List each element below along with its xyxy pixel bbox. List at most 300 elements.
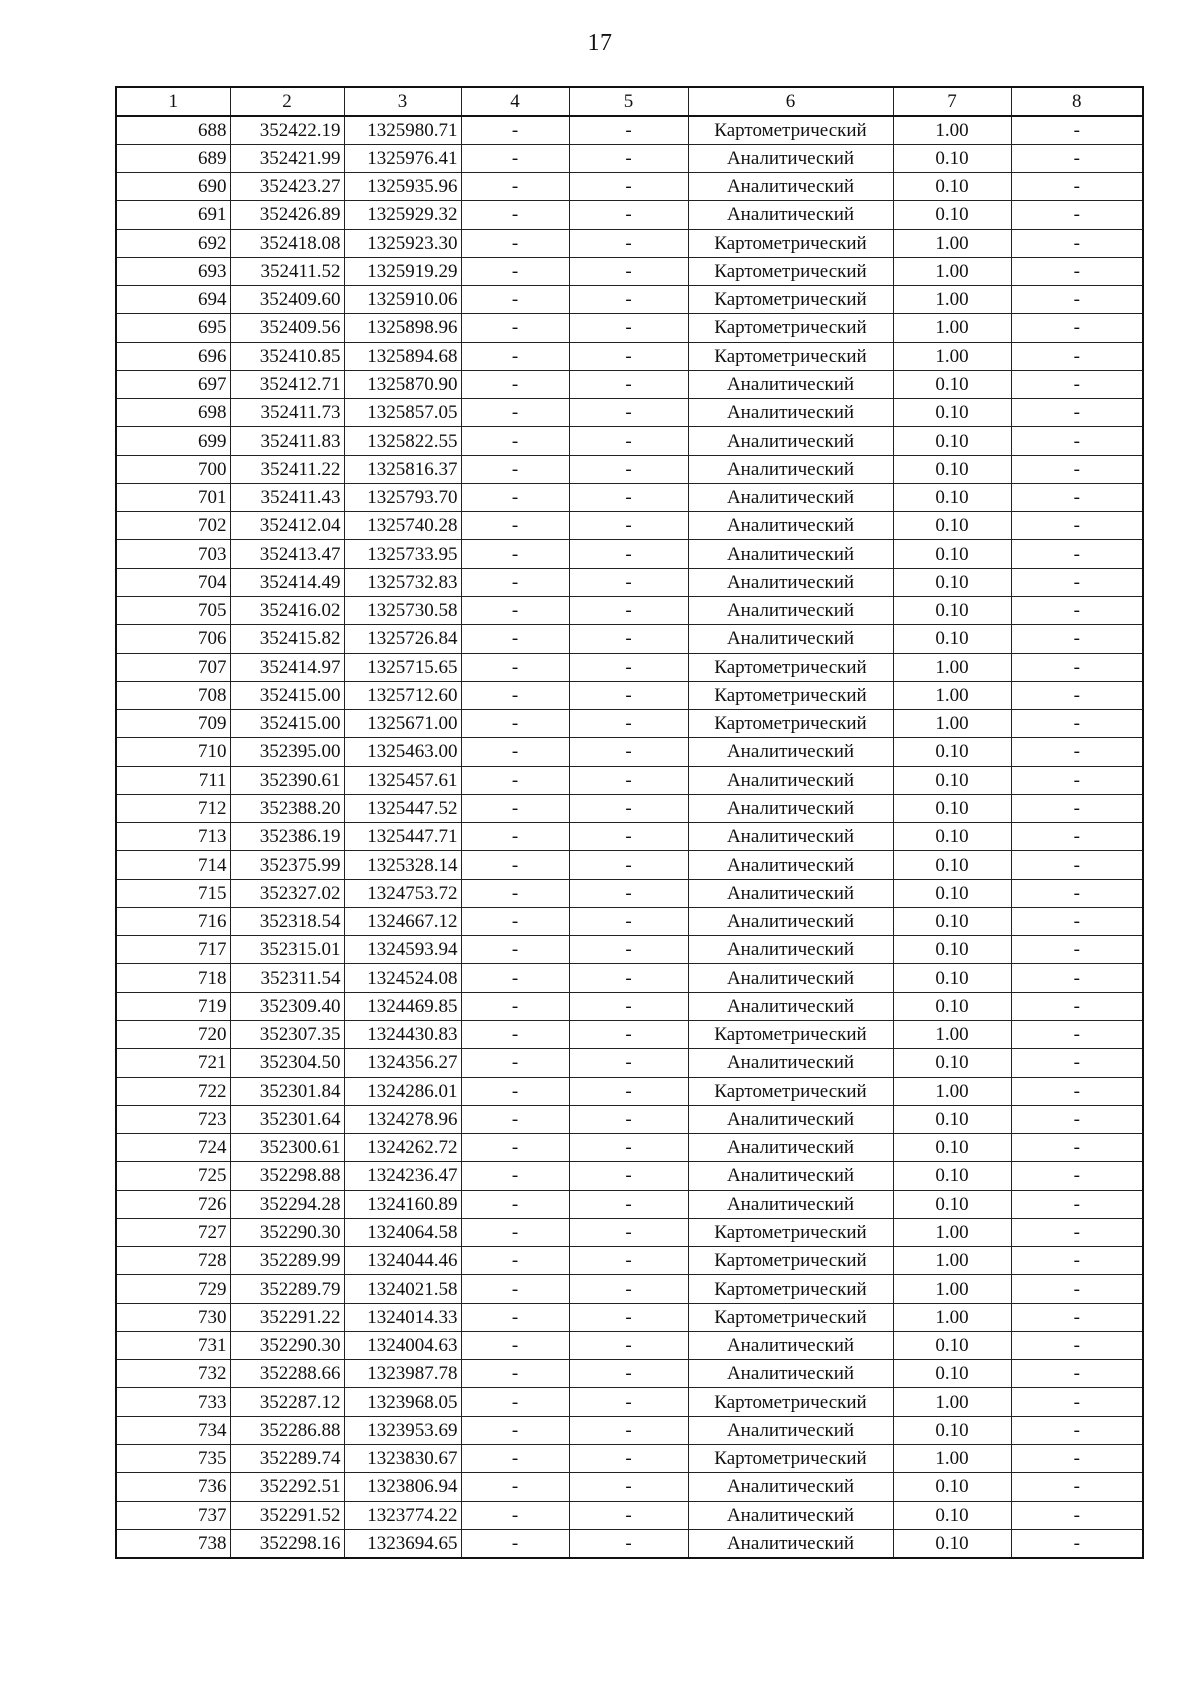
- table-row: [116, 512, 1143, 540]
- point-number-cell: 734: [116, 1416, 230, 1444]
- point-number-cell: 709: [116, 710, 230, 738]
- point-number-cell: 730: [116, 1303, 230, 1331]
- col-4-cell: -: [461, 1444, 569, 1472]
- accuracy-cell: 1.00: [893, 1275, 1011, 1303]
- col-5-cell: -: [569, 992, 688, 1020]
- col-5-cell: -: [569, 653, 688, 681]
- col-5-cell: -: [569, 1444, 688, 1472]
- point-number-cell: 708: [116, 681, 230, 709]
- table-row: [116, 116, 1143, 144]
- col-4-cell: -: [461, 116, 569, 144]
- x-coordinate-cell: 352286.88: [230, 1416, 344, 1444]
- col-4-cell: -: [461, 1331, 569, 1359]
- x-coordinate-cell: 352315.01: [230, 936, 344, 964]
- col-5-cell: -: [569, 1162, 688, 1190]
- y-coordinate-cell: 1325793.70: [344, 483, 461, 511]
- method-cell: Аналитический: [688, 1049, 893, 1077]
- col-5-cell: -: [569, 173, 688, 201]
- col-4-cell: -: [461, 1303, 569, 1331]
- method-cell: Аналитический: [688, 568, 893, 596]
- y-coordinate-cell: 1324524.08: [344, 964, 461, 992]
- method-cell: Аналитический: [688, 597, 893, 625]
- accuracy-cell: 1.00: [893, 1077, 1011, 1105]
- y-coordinate-cell: 1325919.29: [344, 257, 461, 285]
- col-5-cell: -: [569, 1501, 688, 1529]
- x-coordinate-cell: 352304.50: [230, 1049, 344, 1077]
- col-4-cell: -: [461, 1360, 569, 1388]
- point-number-cell: 715: [116, 879, 230, 907]
- col-4-cell: -: [461, 1416, 569, 1444]
- col-8-cell: -: [1011, 1275, 1143, 1303]
- method-cell: Аналитический: [688, 1190, 893, 1218]
- x-coordinate-cell: 352292.51: [230, 1473, 344, 1501]
- col-4-cell: -: [461, 964, 569, 992]
- point-number-cell: 692: [116, 229, 230, 257]
- col-8-cell: -: [1011, 1444, 1143, 1472]
- accuracy-cell: 0.10: [893, 992, 1011, 1020]
- accuracy-cell: 0.10: [893, 540, 1011, 568]
- accuracy-cell: 1.00: [893, 710, 1011, 738]
- col-5-cell: -: [569, 229, 688, 257]
- col-8-cell: -: [1011, 399, 1143, 427]
- point-number-cell: 704: [116, 568, 230, 596]
- x-coordinate-cell: 352410.85: [230, 342, 344, 370]
- x-coordinate-cell: 352390.61: [230, 766, 344, 794]
- col-5-cell: -: [569, 1303, 688, 1331]
- y-coordinate-cell: 1325447.52: [344, 794, 461, 822]
- method-cell: Аналитический: [688, 1360, 893, 1388]
- accuracy-cell: 0.10: [893, 879, 1011, 907]
- col-4-cell: -: [461, 1077, 569, 1105]
- col-4-cell: -: [461, 1275, 569, 1303]
- col-8-cell: -: [1011, 1529, 1143, 1557]
- y-coordinate-cell: 1325732.83: [344, 568, 461, 596]
- method-cell: Аналитический: [688, 483, 893, 511]
- x-coordinate-cell: 352411.22: [230, 455, 344, 483]
- point-number-cell: 701: [116, 483, 230, 511]
- y-coordinate-cell: 1325715.65: [344, 653, 461, 681]
- point-number-cell: 702: [116, 512, 230, 540]
- col-8-cell: -: [1011, 568, 1143, 596]
- col-4-cell: -: [461, 1501, 569, 1529]
- accuracy-cell: 0.10: [893, 1501, 1011, 1529]
- col-8-cell: -: [1011, 201, 1143, 229]
- col-8-cell: -: [1011, 1331, 1143, 1359]
- method-cell: Аналитический: [688, 794, 893, 822]
- col-5-cell: -: [569, 1388, 688, 1416]
- table-row: [116, 1416, 1143, 1444]
- x-coordinate-cell: 352426.89: [230, 201, 344, 229]
- method-cell: Картометрический: [688, 653, 893, 681]
- table-row: [116, 1444, 1143, 1472]
- table-row: [116, 483, 1143, 511]
- col-4-cell: -: [461, 540, 569, 568]
- point-number-cell: 720: [116, 1021, 230, 1049]
- col-8-cell: -: [1011, 1190, 1143, 1218]
- x-coordinate-cell: 352415.00: [230, 710, 344, 738]
- method-cell: Аналитический: [688, 370, 893, 398]
- point-number-cell: 717: [116, 936, 230, 964]
- table-row: [116, 540, 1143, 568]
- point-number-cell: 719: [116, 992, 230, 1020]
- y-coordinate-cell: 1324278.96: [344, 1105, 461, 1133]
- y-coordinate-cell: 1324021.58: [344, 1275, 461, 1303]
- col-4-cell: -: [461, 257, 569, 285]
- col-5-cell: -: [569, 483, 688, 511]
- table-row: [116, 851, 1143, 879]
- point-number-cell: 713: [116, 823, 230, 851]
- accuracy-cell: 1.00: [893, 1303, 1011, 1331]
- col-8-cell: -: [1011, 625, 1143, 653]
- point-number-cell: 733: [116, 1388, 230, 1416]
- col-8-cell: -: [1011, 314, 1143, 342]
- col-4-cell: -: [461, 201, 569, 229]
- col-5-cell: -: [569, 144, 688, 172]
- point-number-cell: 696: [116, 342, 230, 370]
- point-number-cell: 697: [116, 370, 230, 398]
- col-8-cell: -: [1011, 370, 1143, 398]
- point-number-cell: 722: [116, 1077, 230, 1105]
- x-coordinate-cell: 352416.02: [230, 597, 344, 625]
- accuracy-cell: 0.10: [893, 738, 1011, 766]
- accuracy-cell: 0.10: [893, 766, 1011, 794]
- x-coordinate-cell: 352409.60: [230, 286, 344, 314]
- accuracy-cell: 1.00: [893, 229, 1011, 257]
- method-cell: Аналитический: [688, 1331, 893, 1359]
- point-number-cell: 690: [116, 173, 230, 201]
- point-number-cell: 695: [116, 314, 230, 342]
- x-coordinate-cell: 352421.99: [230, 144, 344, 172]
- accuracy-cell: 0.10: [893, 964, 1011, 992]
- point-number-cell: 698: [116, 399, 230, 427]
- y-coordinate-cell: 1325447.71: [344, 823, 461, 851]
- method-cell: Аналитический: [688, 1105, 893, 1133]
- col-5-cell: -: [569, 370, 688, 398]
- point-number-cell: 711: [116, 766, 230, 794]
- table-row: [116, 1021, 1143, 1049]
- accuracy-cell: 1.00: [893, 342, 1011, 370]
- col-5-cell: -: [569, 964, 688, 992]
- method-cell: Аналитический: [688, 1416, 893, 1444]
- y-coordinate-cell: 1324667.12: [344, 907, 461, 935]
- point-number-cell: 699: [116, 427, 230, 455]
- method-cell: Аналитический: [688, 936, 893, 964]
- x-coordinate-cell: 352415.00: [230, 681, 344, 709]
- col-4-cell: -: [461, 483, 569, 511]
- x-coordinate-cell: 352413.47: [230, 540, 344, 568]
- x-coordinate-cell: 352412.71: [230, 370, 344, 398]
- column-header-3: 3: [344, 87, 461, 116]
- col-8-cell: -: [1011, 512, 1143, 540]
- col-4-cell: -: [461, 710, 569, 738]
- accuracy-cell: 0.10: [893, 1162, 1011, 1190]
- y-coordinate-cell: 1323806.94: [344, 1473, 461, 1501]
- method-cell: Аналитический: [688, 1134, 893, 1162]
- table-row: [116, 1077, 1143, 1105]
- coordinates-table-container: [115, 86, 1144, 1559]
- point-number-cell: 706: [116, 625, 230, 653]
- col-8-cell: -: [1011, 597, 1143, 625]
- y-coordinate-cell: 1323953.69: [344, 1416, 461, 1444]
- x-coordinate-cell: 352388.20: [230, 794, 344, 822]
- method-cell: Картометрический: [688, 1303, 893, 1331]
- y-coordinate-cell: 1325870.90: [344, 370, 461, 398]
- y-coordinate-cell: 1325726.84: [344, 625, 461, 653]
- col-5-cell: -: [569, 116, 688, 144]
- y-coordinate-cell: 1324286.01: [344, 1077, 461, 1105]
- column-header-5: 5: [569, 87, 688, 116]
- accuracy-cell: 0.10: [893, 936, 1011, 964]
- x-coordinate-cell: 352318.54: [230, 907, 344, 935]
- col-5-cell: -: [569, 1218, 688, 1246]
- x-coordinate-cell: 352409.56: [230, 314, 344, 342]
- col-8-cell: -: [1011, 1218, 1143, 1246]
- col-4-cell: -: [461, 879, 569, 907]
- method-cell: Аналитический: [688, 201, 893, 229]
- table-row: [116, 342, 1143, 370]
- table-row: [116, 992, 1143, 1020]
- table-row: [116, 597, 1143, 625]
- col-4-cell: -: [461, 286, 569, 314]
- point-number-cell: 725: [116, 1162, 230, 1190]
- col-8-cell: -: [1011, 794, 1143, 822]
- accuracy-cell: 1.00: [893, 1444, 1011, 1472]
- column-header-4: 4: [461, 87, 569, 116]
- col-4-cell: -: [461, 173, 569, 201]
- col-8-cell: -: [1011, 1049, 1143, 1077]
- method-cell: Картометрический: [688, 1021, 893, 1049]
- accuracy-cell: 1.00: [893, 1021, 1011, 1049]
- point-number-cell: 693: [116, 257, 230, 285]
- table-row: [116, 1162, 1143, 1190]
- col-4-cell: -: [461, 1190, 569, 1218]
- method-cell: Аналитический: [688, 738, 893, 766]
- col-8-cell: -: [1011, 681, 1143, 709]
- point-number-cell: 726: [116, 1190, 230, 1218]
- y-coordinate-cell: 1325671.00: [344, 710, 461, 738]
- table-row: [116, 144, 1143, 172]
- method-cell: Аналитический: [688, 625, 893, 653]
- col-5-cell: -: [569, 851, 688, 879]
- column-header-8: 8: [1011, 87, 1143, 116]
- accuracy-cell: 0.10: [893, 1529, 1011, 1557]
- x-coordinate-cell: 352300.61: [230, 1134, 344, 1162]
- table-row: [116, 1303, 1143, 1331]
- col-8-cell: -: [1011, 342, 1143, 370]
- table-row: [116, 625, 1143, 653]
- col-5-cell: -: [569, 427, 688, 455]
- y-coordinate-cell: 1324160.89: [344, 1190, 461, 1218]
- method-cell: Аналитический: [688, 1501, 893, 1529]
- y-coordinate-cell: 1325923.30: [344, 229, 461, 257]
- y-coordinate-cell: 1324430.83: [344, 1021, 461, 1049]
- col-8-cell: -: [1011, 116, 1143, 144]
- method-cell: Аналитический: [688, 512, 893, 540]
- x-coordinate-cell: 352287.12: [230, 1388, 344, 1416]
- y-coordinate-cell: 1324004.63: [344, 1331, 461, 1359]
- y-coordinate-cell: 1325929.32: [344, 201, 461, 229]
- point-number-cell: 716: [116, 907, 230, 935]
- accuracy-cell: 1.00: [893, 1218, 1011, 1246]
- col-5-cell: -: [569, 766, 688, 794]
- table-row: [116, 766, 1143, 794]
- accuracy-cell: 0.10: [893, 1473, 1011, 1501]
- col-5-cell: -: [569, 314, 688, 342]
- col-4-cell: -: [461, 823, 569, 851]
- col-4-cell: -: [461, 1218, 569, 1246]
- accuracy-cell: 0.10: [893, 1416, 1011, 1444]
- method-cell: Картометрический: [688, 1444, 893, 1472]
- col-5-cell: -: [569, 1105, 688, 1133]
- col-8-cell: -: [1011, 738, 1143, 766]
- col-4-cell: -: [461, 1529, 569, 1557]
- accuracy-cell: 1.00: [893, 116, 1011, 144]
- method-cell: Аналитический: [688, 766, 893, 794]
- x-coordinate-cell: 352301.84: [230, 1077, 344, 1105]
- method-cell: Аналитический: [688, 173, 893, 201]
- col-4-cell: -: [461, 738, 569, 766]
- y-coordinate-cell: 1325457.61: [344, 766, 461, 794]
- accuracy-cell: 0.10: [893, 597, 1011, 625]
- method-cell: Аналитический: [688, 823, 893, 851]
- method-cell: Аналитический: [688, 399, 893, 427]
- y-coordinate-cell: 1324044.46: [344, 1247, 461, 1275]
- col-8-cell: -: [1011, 483, 1143, 511]
- x-coordinate-cell: 352422.19: [230, 116, 344, 144]
- table-row: [116, 1331, 1143, 1359]
- point-number-cell: 735: [116, 1444, 230, 1472]
- col-5-cell: -: [569, 1077, 688, 1105]
- accuracy-cell: 1.00: [893, 286, 1011, 314]
- accuracy-cell: 0.10: [893, 851, 1011, 879]
- accuracy-cell: 1.00: [893, 257, 1011, 285]
- x-coordinate-cell: 352290.30: [230, 1331, 344, 1359]
- col-4-cell: -: [461, 681, 569, 709]
- col-8-cell: -: [1011, 1077, 1143, 1105]
- table-row: [116, 964, 1143, 992]
- page-number: 17: [587, 30, 613, 56]
- col-4-cell: -: [461, 342, 569, 370]
- col-5-cell: -: [569, 399, 688, 427]
- col-5-cell: -: [569, 1360, 688, 1388]
- x-coordinate-cell: 352298.16: [230, 1529, 344, 1557]
- point-number-cell: 718: [116, 964, 230, 992]
- x-coordinate-cell: 352289.99: [230, 1247, 344, 1275]
- accuracy-cell: 0.10: [893, 625, 1011, 653]
- method-cell: Картометрический: [688, 1275, 893, 1303]
- accuracy-cell: 1.00: [893, 653, 1011, 681]
- x-coordinate-cell: 352415.82: [230, 625, 344, 653]
- y-coordinate-cell: 1324014.33: [344, 1303, 461, 1331]
- method-cell: Аналитический: [688, 1473, 893, 1501]
- method-cell: Картометрический: [688, 116, 893, 144]
- y-coordinate-cell: 1325740.28: [344, 512, 461, 540]
- y-coordinate-cell: 1324064.58: [344, 1218, 461, 1246]
- col-5-cell: -: [569, 540, 688, 568]
- table-row: [116, 738, 1143, 766]
- y-coordinate-cell: 1325463.00: [344, 738, 461, 766]
- col-8-cell: -: [1011, 1021, 1143, 1049]
- x-coordinate-cell: 352294.28: [230, 1190, 344, 1218]
- table-row: [116, 1190, 1143, 1218]
- column-header-2: 2: [230, 87, 344, 116]
- table-row: [116, 370, 1143, 398]
- table-header-row: [116, 87, 1143, 116]
- y-coordinate-cell: 1323694.65: [344, 1529, 461, 1557]
- accuracy-cell: 0.10: [893, 1360, 1011, 1388]
- y-coordinate-cell: 1325857.05: [344, 399, 461, 427]
- method-cell: Аналитический: [688, 851, 893, 879]
- table-row: [116, 173, 1143, 201]
- col-8-cell: -: [1011, 823, 1143, 851]
- accuracy-cell: 1.00: [893, 1388, 1011, 1416]
- x-coordinate-cell: 352411.43: [230, 483, 344, 511]
- accuracy-cell: 1.00: [893, 1247, 1011, 1275]
- method-cell: Аналитический: [688, 879, 893, 907]
- y-coordinate-cell: 1325976.41: [344, 144, 461, 172]
- col-5-cell: -: [569, 568, 688, 596]
- accuracy-cell: 0.10: [893, 907, 1011, 935]
- col-5-cell: -: [569, 1134, 688, 1162]
- col-5-cell: -: [569, 1416, 688, 1444]
- col-8-cell: -: [1011, 964, 1143, 992]
- col-4-cell: -: [461, 229, 569, 257]
- table-row: [116, 1105, 1143, 1133]
- table-row: [116, 794, 1143, 822]
- y-coordinate-cell: 1325822.55: [344, 427, 461, 455]
- y-coordinate-cell: 1325328.14: [344, 851, 461, 879]
- col-5-cell: -: [569, 201, 688, 229]
- col-5-cell: -: [569, 1021, 688, 1049]
- x-coordinate-cell: 352327.02: [230, 879, 344, 907]
- point-number-cell: 729: [116, 1275, 230, 1303]
- col-4-cell: -: [461, 399, 569, 427]
- x-coordinate-cell: 352411.73: [230, 399, 344, 427]
- col-8-cell: -: [1011, 1105, 1143, 1133]
- point-number-cell: 689: [116, 144, 230, 172]
- col-4-cell: -: [461, 1049, 569, 1077]
- col-4-cell: -: [461, 1105, 569, 1133]
- col-8-cell: -: [1011, 992, 1143, 1020]
- table-row: [116, 257, 1143, 285]
- method-cell: Аналитический: [688, 907, 893, 935]
- table-row: [116, 1388, 1143, 1416]
- y-coordinate-cell: 1325712.60: [344, 681, 461, 709]
- column-header-1: 1: [116, 87, 230, 116]
- col-5-cell: -: [569, 1247, 688, 1275]
- table-row: [116, 1360, 1143, 1388]
- col-8-cell: -: [1011, 427, 1143, 455]
- x-coordinate-cell: 352423.27: [230, 173, 344, 201]
- table-row: [116, 1247, 1143, 1275]
- col-4-cell: -: [461, 568, 569, 596]
- col-8-cell: -: [1011, 229, 1143, 257]
- y-coordinate-cell: 1325816.37: [344, 455, 461, 483]
- accuracy-cell: 0.10: [893, 1049, 1011, 1077]
- method-cell: Картометрический: [688, 286, 893, 314]
- accuracy-cell: 0.10: [893, 370, 1011, 398]
- col-8-cell: -: [1011, 766, 1143, 794]
- col-5-cell: -: [569, 738, 688, 766]
- x-coordinate-cell: 352411.52: [230, 257, 344, 285]
- accuracy-cell: 0.10: [893, 455, 1011, 483]
- col-4-cell: -: [461, 1021, 569, 1049]
- col-5-cell: -: [569, 936, 688, 964]
- col-5-cell: -: [569, 710, 688, 738]
- point-number-cell: 694: [116, 286, 230, 314]
- col-8-cell: -: [1011, 851, 1143, 879]
- col-8-cell: -: [1011, 1247, 1143, 1275]
